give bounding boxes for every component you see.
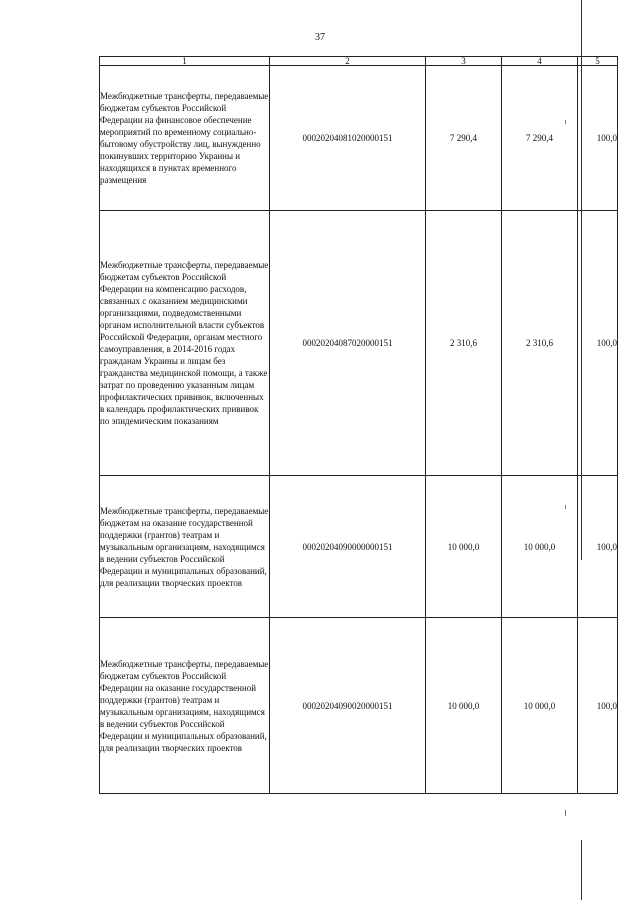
scan-artifact-mark xyxy=(565,810,566,816)
row-value-4: 10 000,0 xyxy=(502,476,578,618)
row-code: 00020204090000000151 xyxy=(270,476,426,618)
row-percent: 100,0 xyxy=(578,476,618,618)
row-value-3: 7 290,4 xyxy=(426,66,502,211)
row-description: Межбюджетные трансферты, передаваемые бюджетам субъектов Российской Федерации на финансовое обеспечение мероприятий по временному социально-бытовому обустройству лиц, вынужденно покинувших территорию Украины и находящихся в пунктах временного размещения xyxy=(100,66,270,211)
row-value-3: 10 000,0 xyxy=(426,476,502,618)
row-value-3: 10 000,0 xyxy=(426,618,502,794)
row-percent: 100,0 xyxy=(578,211,618,476)
row-value-4: 2 310,6 xyxy=(502,211,578,476)
row-value-3: 2 310,6 xyxy=(426,211,502,476)
column-header-1: 1 xyxy=(100,57,270,66)
row-code: 00020204081020000151 xyxy=(270,66,426,211)
scan-artifact-mark xyxy=(565,120,566,124)
row-percent: 100,0 xyxy=(578,66,618,211)
row-percent: 100,0 xyxy=(578,618,618,794)
column-header-5: 5 xyxy=(578,57,618,66)
row-code: 00020204090020000151 xyxy=(270,618,426,794)
table-row xyxy=(100,618,618,794)
row-value-4: 7 290,4 xyxy=(502,66,578,211)
row-description: Межбюджетные трансферты, передаваемые бюджетам субъектов Российской Федерации на оказание государственной поддержки (грантов) театрам и музыкальным организациям, находящимся в ведении субъектов Российской Федерации и муниципальных образований, для реализации творческих проектов xyxy=(100,618,270,794)
table-row xyxy=(100,211,618,476)
scan-artifact-line xyxy=(581,840,582,900)
budget-table xyxy=(99,56,618,794)
row-code: 00020204087020000151 xyxy=(270,211,426,476)
row-value-4: 10 000,0 xyxy=(502,618,578,794)
table-row xyxy=(100,476,618,618)
scan-artifact-mark xyxy=(565,505,566,509)
row-description: Межбюджетные трансферты, передаваемые бюджетам субъектов Российской Федерации на компенсацию расходов, связанных с оказанием медицинскими организациями, подведомственными органам исполнительной власти субъектов Российской Федерации, органам местного самоуправления, в 2014-2016 годах гражданам Украины и лицам без гражданства медицинской помощи, а также затрат по проведению указанным лицам профилактических прививок, включенных в календарь профилактических прививок по эпидемическим показаниям xyxy=(100,211,270,476)
row-description: Межбюджетные трансферты, передаваемые бюджетам на оказание государственной поддержки (грантов) театрам и музыкальным организациям, находящимся в ведении субъектов Российской Федерации и муниципальных образований, для реализации творческих проектов xyxy=(100,476,270,618)
column-header-2: 2 xyxy=(270,57,426,66)
column-header-3: 3 xyxy=(426,57,502,66)
page-number: 37 xyxy=(315,32,325,43)
column-header-4: 4 xyxy=(502,57,578,66)
scan-artifact-line xyxy=(581,0,582,560)
table-row xyxy=(100,66,618,211)
header-row xyxy=(100,57,618,66)
